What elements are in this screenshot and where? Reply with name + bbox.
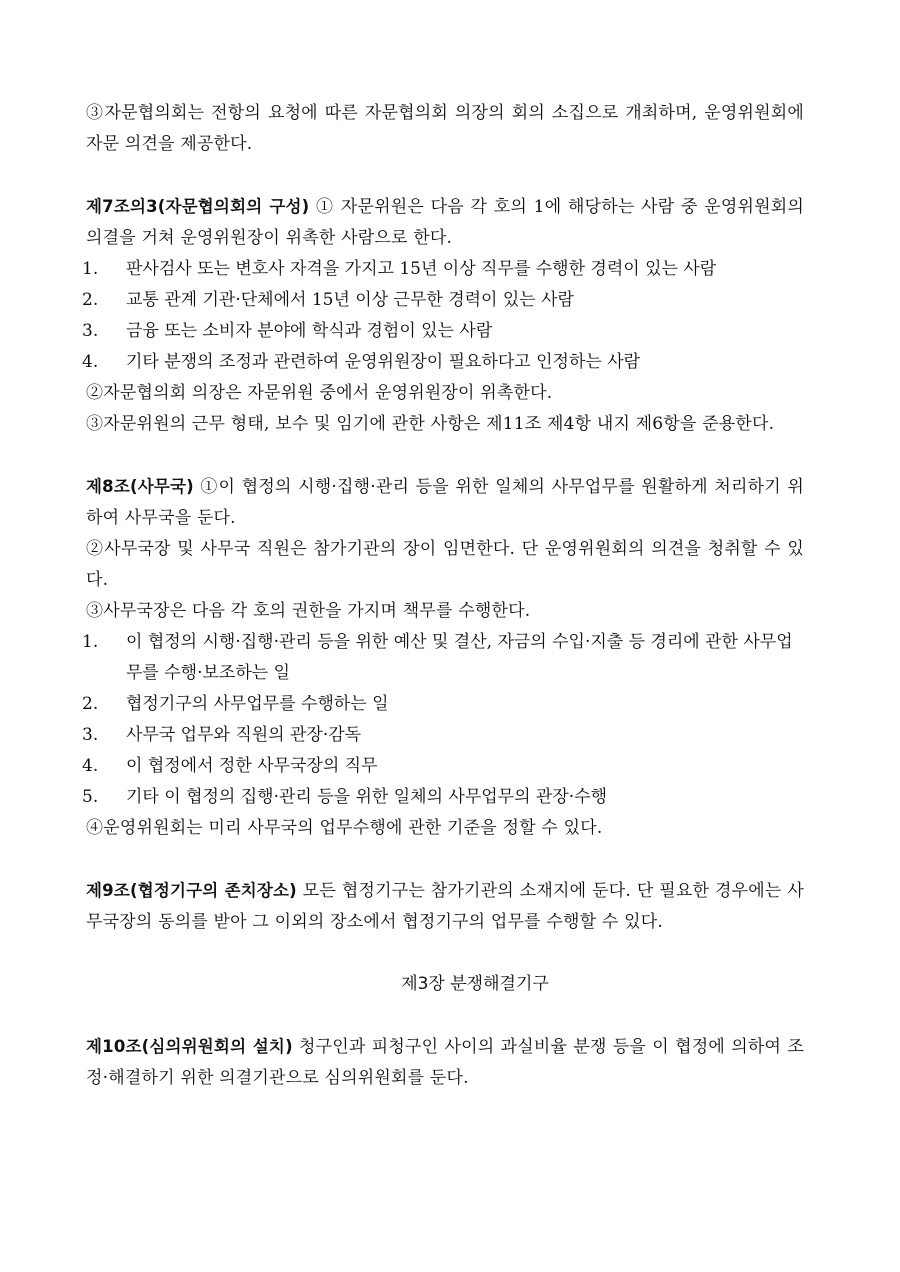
article8-title: 제8조(사무국): [86, 477, 194, 496]
article10-title: 제10조(심의위원회의 설치): [86, 1037, 293, 1056]
chapter-heading: 제3장 분쟁해결기구: [401, 974, 549, 994]
article7-3-p1-text: ① 자문위원은 다음 각 호의 1에 해당하는 사람 중 운영위원회의 의결을 거쳐 운영위원장이 위촉한 사람으로 한다.: [86, 197, 804, 248]
article9-body: 모든 협정기구는 참가기관의 소재지에 둔다. 단 필요한 경우에는 사무국장의 동의를 받아 그 이외의 장소에서 협정기구의 업무를 수행할 수 있다.: [86, 881, 804, 932]
article8-paragraph-2: ②사무국장 및 사무국 직원은 참가기관의 장이 임면한다. 단 운영위원회의 의견을 청취할 수 있다.: [86, 539, 804, 590]
article7-3-paragraph-1: [86, 191, 804, 254]
list-item: 4. 기타 분쟁의 조정과 관련하여 운영위원장이 필요하다고 인정하는 사람: [82, 352, 641, 372]
article8-p1-text: ①이 협정의 시행·집행·관리 등을 위한 일체의 사무업무를 원활하게 처리하기 위하여 사무국을 둔다.: [86, 477, 804, 528]
list-item: 1. 판사검사 또는 변호사 자격을 가지고 15년 이상 직무를 수행한 경력이 있는 사람: [82, 259, 717, 279]
article10-paragraph: [86, 1031, 804, 1094]
article10-body: 청구인과 피청구인 사이의 과실비율 분쟁 등을 이 협정에 의하여 조정·해결하기 위한 의결기관으로 심의위원회를 둔다.: [86, 1037, 804, 1088]
list-item: 2. 협정기구의 사무업무를 수행하는 일: [82, 694, 389, 714]
article7-3-paragraph-3: ③자문위원의 근무 형태, 보수 및 임기에 관한 사항은 제11조 제4항 내지 제6항을 준용한다.: [86, 414, 775, 434]
article8-paragraph-3: ③사무국장은 다음 각 호의 권한을 가지며 책무를 수행한다.: [86, 601, 531, 621]
article7-2-paragraph-3: ③자문협의회는 전항의 요청에 따른 자문협의회 의장의 회의 소집으로 개최하며, 운영위원회에 자문 의견을 제공한다.: [86, 103, 804, 154]
list-item: 2. 교통 관계 기관·단체에서 15년 이상 근무한 경력이 있는 사람: [82, 290, 574, 310]
article7-3-title: 제7조의3(자문협의회의 구성): [86, 197, 310, 216]
article8-paragraph-4: ④운영위원회는 미리 사무국의 업무수행에 관한 기준을 정할 수 있다.: [86, 818, 603, 838]
list-item: 1. 이 협정의 시행·집행·관리 등을 위한 예산 및 결산, 자금의 수입·지출 등 경리에 관한 사무업무를 수행·보조하는 일: [82, 632, 793, 683]
article7-3-paragraph-2: ②자문협의회 의장은 자문위원 중에서 운영위원장이 위촉한다.: [86, 383, 553, 403]
article9-title: 제9조(협정기구의 존치장소): [86, 881, 297, 900]
list-item: 3. 금융 또는 소비자 분야에 학식과 경험이 있는 사람: [82, 321, 493, 341]
article9-paragraph: [86, 875, 804, 938]
list-item: 3. 사무국 업무와 직원의 관장·감독: [82, 725, 362, 745]
article8-paragraph-1: [86, 471, 804, 534]
list-item: 5. 기타 이 협정의 집행·관리 등을 위한 일체의 사무업무의 관장·수행: [82, 787, 608, 807]
list-item: 4. 이 협정에서 정한 사무국장의 직무: [82, 756, 378, 776]
